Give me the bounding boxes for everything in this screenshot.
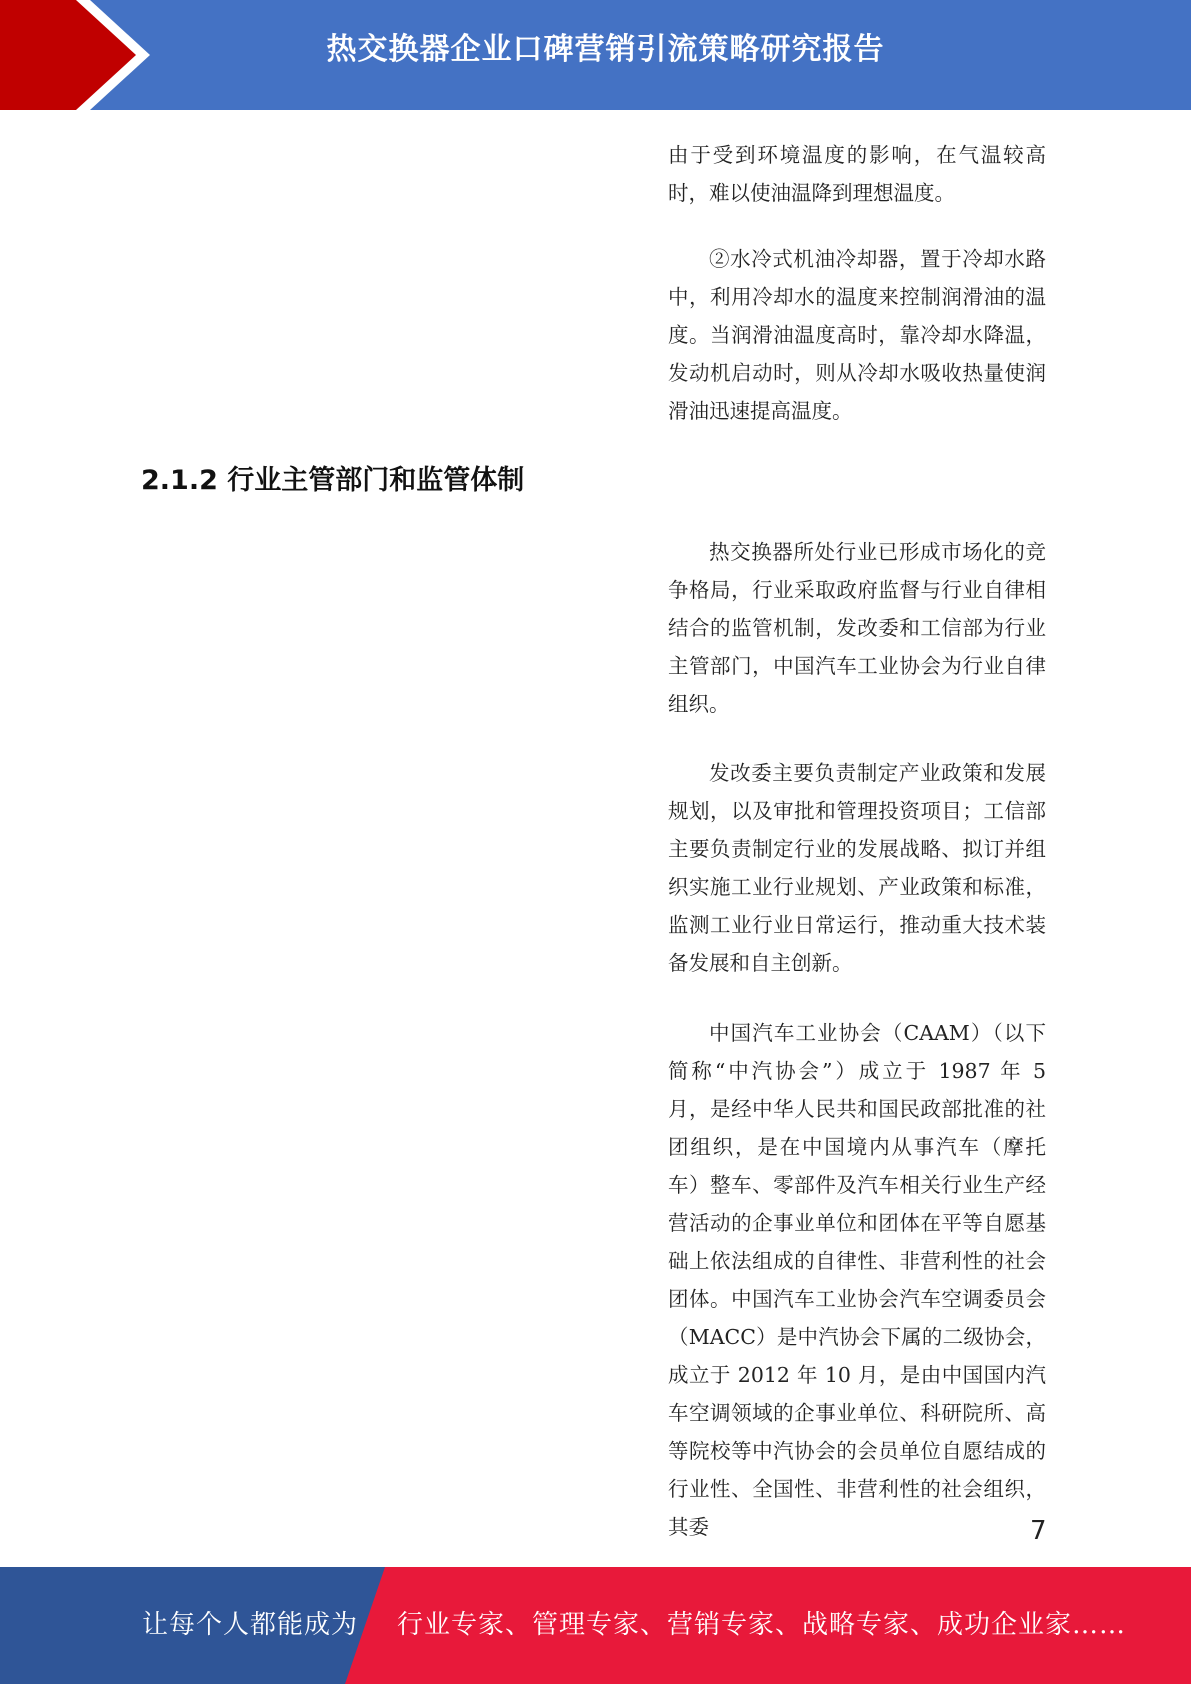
paragraph-market-structure: 热交换器所处行业已形成市场化的竞争格局，行业采取政府监督与行业自律相结合的监管机制，发改委和工信部为行业主管部门，中国汽车工业协会为行业自律组织。 — [668, 540, 1046, 716]
report-title: 热交换器企业口碑营销引流策略研究报告 — [326, 32, 885, 67]
page-header — [0, 0, 1191, 110]
footer-slogan-right: 行业专家、管理专家、营销专家、战略专家、成功企业家…… — [397, 1610, 1127, 1640]
header-chevron-icon — [0, 0, 160, 110]
paragraph-caam: 中国汽车工业协会（CAAM）（以下简称“中汽协会”）成立于 1987 年 5 月，是经中华人民共和国民政部批准的社团组织，是在中国境内从事汽车（摩托车）整车、零部件及汽车相关行业生产经营活动的企事业单位和团体在平等自愿基础上依法组成的自律性、非营利性的社会团体。中国汽车工业协会汽车空调委员会（MACC）是中汽协会下属的二级协会，成立于 2012 年 10 月，是由中国国内汽车空调领域的企事业单位、科研院所、高等院校等中汽协会的会员单位自愿结成的行业性、全国性、非营利性的社会组织，其委 — [668, 1021, 1046, 1539]
section-heading: 2.1.2 行业主管部门和监管体制 — [141, 465, 525, 496]
paragraph-air-cooled-cont: 由于受到环境温度的影响，在气温较高时，难以使油温降到理想温度。 — [668, 143, 1046, 205]
page-footer — [0, 1567, 1191, 1684]
paragraph-ndrc-miit: 发改委主要负责制定产业政策和发展规划，以及审批和管理投资项目；工信部主要负责制定行业的发展战略、拟订并组织实施工业行业规划、产业政策和标准，监测工业行业日常运行，推动重大技术装备发展和自主创新。 — [668, 761, 1046, 975]
paragraph-water-cooled: ②水冷式机油冷却器，置于冷却水路中，利用冷却水的温度来控制润滑油的温度。当润滑油温度高时，靠冷却水降温，发动机启动时，则从冷却水吸收热量使润滑油迅速提高温度。 — [668, 247, 1046, 423]
page-number: 7 — [1030, 1516, 1047, 1546]
footer-slogan-left: 让每个人都能成为 — [142, 1610, 359, 1640]
